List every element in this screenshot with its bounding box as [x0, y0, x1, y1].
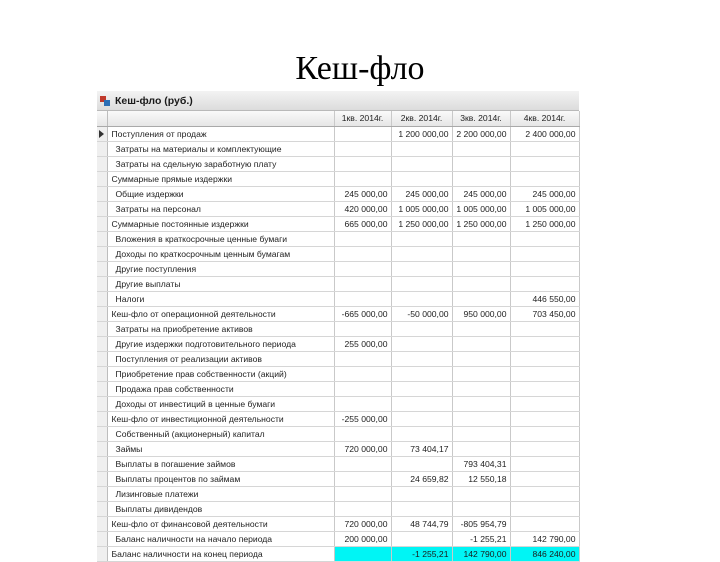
value-cell[interactable]: -1 255,21: [452, 532, 510, 547]
row-label[interactable]: Выплаты в погашение займов: [107, 457, 334, 472]
value-cell[interactable]: [334, 172, 391, 187]
table-row[interactable]: [97, 472, 579, 487]
table-row[interactable]: [97, 277, 579, 292]
value-cell[interactable]: [452, 382, 510, 397]
value-cell[interactable]: [391, 412, 452, 427]
value-cell[interactable]: [334, 292, 391, 307]
value-cell[interactable]: 48 744,79: [391, 517, 452, 532]
table-row[interactable]: [97, 412, 579, 427]
row-label[interactable]: Налоги: [107, 292, 334, 307]
value-cell[interactable]: 1 250 000,00: [452, 217, 510, 232]
row-indicator[interactable]: [97, 517, 107, 532]
value-cell[interactable]: [334, 232, 391, 247]
value-cell[interactable]: [334, 547, 391, 562]
value-cell[interactable]: [334, 277, 391, 292]
value-cell[interactable]: 1 005 000,00: [510, 202, 579, 217]
row-indicator[interactable]: [97, 232, 107, 247]
value-cell[interactable]: [452, 322, 510, 337]
value-cell[interactable]: 142 790,00: [452, 547, 510, 562]
row-label[interactable]: Поступления от продаж: [107, 127, 334, 142]
corner-cell: [97, 111, 107, 127]
row-label[interactable]: Выплаты дивидендов: [107, 502, 334, 517]
value-cell[interactable]: [334, 262, 391, 277]
value-cell[interactable]: 720 000,00: [334, 517, 391, 532]
value-cell[interactable]: [334, 382, 391, 397]
row-indicator[interactable]: [97, 142, 107, 157]
value-cell[interactable]: 12 550,18: [452, 472, 510, 487]
value-cell[interactable]: [334, 352, 391, 367]
value-cell[interactable]: [334, 397, 391, 412]
row-label[interactable]: Кеш-фло от операционной деятельности: [107, 307, 334, 322]
row-indicator[interactable]: [97, 487, 107, 502]
value-cell[interactable]: [391, 502, 452, 517]
value-cell[interactable]: -805 954,79: [452, 517, 510, 532]
value-cell[interactable]: [452, 337, 510, 352]
value-cell[interactable]: 2 400 000,00: [510, 127, 579, 142]
table-row[interactable]: [97, 292, 579, 307]
value-cell[interactable]: [391, 172, 452, 187]
value-cell[interactable]: [510, 502, 579, 517]
value-cell[interactable]: [391, 262, 452, 277]
row-indicator[interactable]: [97, 427, 107, 442]
header-row: [97, 111, 579, 127]
value-cell[interactable]: [391, 142, 452, 157]
value-cell[interactable]: 1 250 000,00: [391, 217, 452, 232]
row-indicator[interactable]: [97, 127, 107, 142]
table-row[interactable]: [97, 382, 579, 397]
row-indicator[interactable]: [97, 262, 107, 277]
value-cell[interactable]: [452, 262, 510, 277]
row-label[interactable]: Суммарные постоянные издержки: [107, 217, 334, 232]
row-label[interactable]: Баланс наличности на конец периода: [107, 547, 334, 562]
row-indicator[interactable]: [97, 412, 107, 427]
row-indicator[interactable]: [97, 187, 107, 202]
value-cell[interactable]: 793 404,31: [452, 457, 510, 472]
value-cell[interactable]: [334, 502, 391, 517]
value-cell[interactable]: [452, 292, 510, 307]
row-label[interactable]: Общие издержки: [107, 187, 334, 202]
table-row[interactable]: [97, 427, 579, 442]
row-label[interactable]: Выплаты процентов по займам: [107, 472, 334, 487]
value-cell[interactable]: 200 000,00: [334, 532, 391, 547]
value-cell[interactable]: [452, 232, 510, 247]
value-cell[interactable]: 24 659,82: [391, 472, 452, 487]
row-label[interactable]: Другие выплаты: [107, 277, 334, 292]
value-cell[interactable]: [510, 412, 579, 427]
window-titlebar: [97, 91, 579, 111]
value-cell[interactable]: 1 005 000,00: [452, 202, 510, 217]
table-row[interactable]: [97, 337, 579, 352]
value-cell[interactable]: 245 000,00: [391, 187, 452, 202]
row-indicator[interactable]: [97, 202, 107, 217]
row-indicator[interactable]: [97, 457, 107, 472]
value-cell[interactable]: [452, 427, 510, 442]
value-cell[interactable]: -665 000,00: [334, 307, 391, 322]
table-row[interactable]: [97, 307, 579, 322]
value-cell[interactable]: [391, 322, 452, 337]
row-indicator[interactable]: [97, 277, 107, 292]
value-cell[interactable]: [452, 487, 510, 502]
value-cell[interactable]: [452, 247, 510, 262]
table-row[interactable]: [97, 157, 579, 172]
value-cell[interactable]: [391, 382, 452, 397]
value-cell[interactable]: [391, 232, 452, 247]
row-indicator[interactable]: [97, 217, 107, 232]
row-label[interactable]: Доходы от инвестиций в ценные бумаги: [107, 397, 334, 412]
row-indicator[interactable]: [97, 307, 107, 322]
value-cell[interactable]: [452, 412, 510, 427]
value-cell[interactable]: [510, 427, 579, 442]
value-cell[interactable]: 665 000,00: [334, 217, 391, 232]
row-label[interactable]: Затраты на приобретение активов: [107, 322, 334, 337]
row-indicator[interactable]: [97, 397, 107, 412]
table-row[interactable]: [97, 517, 579, 532]
table-row[interactable]: [97, 142, 579, 157]
value-cell[interactable]: 1 005 000,00: [391, 202, 452, 217]
table-row[interactable]: [97, 127, 579, 142]
value-cell[interactable]: [510, 142, 579, 157]
value-cell[interactable]: [452, 157, 510, 172]
value-cell[interactable]: [510, 232, 579, 247]
value-cell[interactable]: [510, 337, 579, 352]
table-row[interactable]: [97, 187, 579, 202]
value-cell[interactable]: [510, 382, 579, 397]
table-row[interactable]: [97, 247, 579, 262]
value-cell[interactable]: [334, 367, 391, 382]
row-label[interactable]: Кеш-фло от инвестиционной деятельности: [107, 412, 334, 427]
table-row[interactable]: [97, 532, 579, 547]
row-indicator[interactable]: [97, 172, 107, 187]
value-cell[interactable]: 420 000,00: [334, 202, 391, 217]
row-indicator[interactable]: [97, 382, 107, 397]
row-label[interactable]: Лизинговые платежи: [107, 487, 334, 502]
row-label[interactable]: Затраты на материалы и комплектующие: [107, 142, 334, 157]
value-cell[interactable]: [391, 367, 452, 382]
value-cell[interactable]: [510, 442, 579, 457]
value-cell[interactable]: [510, 367, 579, 382]
column-header[interactable]: 2кв. 2014г.: [391, 111, 452, 127]
value-cell[interactable]: 446 550,00: [510, 292, 579, 307]
value-cell[interactable]: -50 000,00: [391, 307, 452, 322]
value-cell[interactable]: 2 200 000,00: [452, 127, 510, 142]
row-label[interactable]: Затраты на сдельную заработную плату: [107, 157, 334, 172]
value-cell[interactable]: [334, 142, 391, 157]
value-cell[interactable]: [391, 157, 452, 172]
value-cell[interactable]: [510, 172, 579, 187]
row-label[interactable]: Баланс наличности на начало периода: [107, 532, 334, 547]
value-cell[interactable]: [391, 352, 452, 367]
app-icon: [100, 96, 110, 106]
row-indicator[interactable]: [97, 247, 107, 262]
value-cell[interactable]: [510, 487, 579, 502]
value-cell[interactable]: [391, 427, 452, 442]
table-row[interactable]: [97, 262, 579, 277]
slide-title: Кеш-фло: [295, 50, 425, 87]
value-cell[interactable]: [391, 292, 452, 307]
row-label[interactable]: Суммарные прямые издержки: [107, 172, 334, 187]
table-row[interactable]: [97, 547, 579, 562]
value-cell[interactable]: [391, 487, 452, 502]
row-indicator[interactable]: [97, 472, 107, 487]
value-cell[interactable]: [452, 142, 510, 157]
row-indicator[interactable]: [97, 157, 107, 172]
value-cell[interactable]: [510, 472, 579, 487]
value-cell[interactable]: [334, 247, 391, 262]
value-cell[interactable]: [510, 247, 579, 262]
header-label-cell: [107, 111, 334, 127]
table-row[interactable]: [97, 352, 579, 367]
value-cell[interactable]: [334, 472, 391, 487]
value-cell[interactable]: 846 240,00: [510, 547, 579, 562]
table-row[interactable]: [97, 232, 579, 247]
row-indicator[interactable]: [97, 547, 107, 562]
table-row[interactable]: [97, 487, 579, 502]
value-cell[interactable]: [452, 277, 510, 292]
row-label[interactable]: Другие издержки подготовительного периода: [107, 337, 334, 352]
value-cell[interactable]: [452, 172, 510, 187]
value-cell[interactable]: [510, 517, 579, 532]
table-row[interactable]: [97, 172, 579, 187]
value-cell[interactable]: [391, 337, 452, 352]
row-indicator[interactable]: [97, 367, 107, 382]
row-indicator[interactable]: [97, 337, 107, 352]
value-cell[interactable]: 245 000,00: [334, 187, 391, 202]
row-indicator[interactable]: [97, 442, 107, 457]
value-cell[interactable]: 950 000,00: [452, 307, 510, 322]
value-cell[interactable]: 245 000,00: [510, 187, 579, 202]
row-indicator[interactable]: [97, 532, 107, 547]
value-cell[interactable]: [510, 262, 579, 277]
column-header[interactable]: 4кв. 2014г.: [510, 111, 579, 127]
window-title: Кеш-фло (руб.): [115, 94, 193, 107]
value-cell[interactable]: -1 255,21: [391, 547, 452, 562]
value-cell[interactable]: 1 200 000,00: [391, 127, 452, 142]
value-cell[interactable]: 1 250 000,00: [510, 217, 579, 232]
row-label[interactable]: Другие поступления: [107, 262, 334, 277]
value-cell[interactable]: [334, 457, 391, 472]
row-indicator[interactable]: [97, 322, 107, 337]
row-label[interactable]: Продажа прав собственности: [107, 382, 334, 397]
table-row[interactable]: [97, 442, 579, 457]
value-cell[interactable]: [334, 322, 391, 337]
table-row[interactable]: [97, 367, 579, 382]
row-label[interactable]: Приобретение прав собственности (акций): [107, 367, 334, 382]
value-cell[interactable]: [334, 157, 391, 172]
value-cell[interactable]: 73 404,17: [391, 442, 452, 457]
value-cell[interactable]: [452, 502, 510, 517]
value-cell[interactable]: [510, 352, 579, 367]
value-cell[interactable]: 703 450,00: [510, 307, 579, 322]
column-header[interactable]: 3кв. 2014г.: [452, 111, 510, 127]
value-cell[interactable]: [510, 322, 579, 337]
table-row[interactable]: [97, 457, 579, 472]
value-cell[interactable]: [391, 277, 452, 292]
value-cell[interactable]: 720 000,00: [334, 442, 391, 457]
row-indicator[interactable]: [97, 502, 107, 517]
row-label[interactable]: Доходы по краткосрочным ценным бумагам: [107, 247, 334, 262]
row-label[interactable]: Вложения в краткосрочные ценные бумаги: [107, 232, 334, 247]
table-row[interactable]: [97, 322, 579, 337]
table-row[interactable]: [97, 217, 579, 232]
column-header[interactable]: 1кв. 2014г.: [334, 111, 391, 127]
value-cell[interactable]: [334, 427, 391, 442]
value-cell[interactable]: [510, 277, 579, 292]
table-row[interactable]: [97, 202, 579, 217]
value-cell[interactable]: [391, 397, 452, 412]
value-cell[interactable]: [334, 127, 391, 142]
value-cell[interactable]: -255 000,00: [334, 412, 391, 427]
row-label[interactable]: Займы: [107, 442, 334, 457]
value-cell[interactable]: [391, 457, 452, 472]
value-cell[interactable]: [391, 247, 452, 262]
cash-flow-window: [97, 91, 579, 559]
table-row[interactable]: [97, 397, 579, 412]
value-cell[interactable]: [391, 532, 452, 547]
table-row[interactable]: [97, 502, 579, 517]
value-cell[interactable]: 142 790,00: [510, 532, 579, 547]
cash-flow-table: [97, 111, 580, 562]
value-cell[interactable]: [452, 367, 510, 382]
row-indicator[interactable]: [97, 352, 107, 367]
value-cell[interactable]: 255 000,00: [334, 337, 391, 352]
row-label[interactable]: Поступления от реализации активов: [107, 352, 334, 367]
row-indicator[interactable]: [97, 292, 107, 307]
row-label[interactable]: Кеш-фло от финансовой деятельности: [107, 517, 334, 532]
value-cell[interactable]: [334, 487, 391, 502]
value-cell[interactable]: [452, 397, 510, 412]
value-cell[interactable]: [452, 442, 510, 457]
value-cell[interactable]: 245 000,00: [452, 187, 510, 202]
value-cell[interactable]: [452, 352, 510, 367]
value-cell[interactable]: [510, 397, 579, 412]
value-cell[interactable]: [510, 457, 579, 472]
row-label[interactable]: Затраты на персонал: [107, 202, 334, 217]
current-row-pointer-icon: [99, 130, 104, 138]
row-label[interactable]: Собственный (акционерный) капитал: [107, 427, 334, 442]
value-cell[interactable]: [510, 157, 579, 172]
